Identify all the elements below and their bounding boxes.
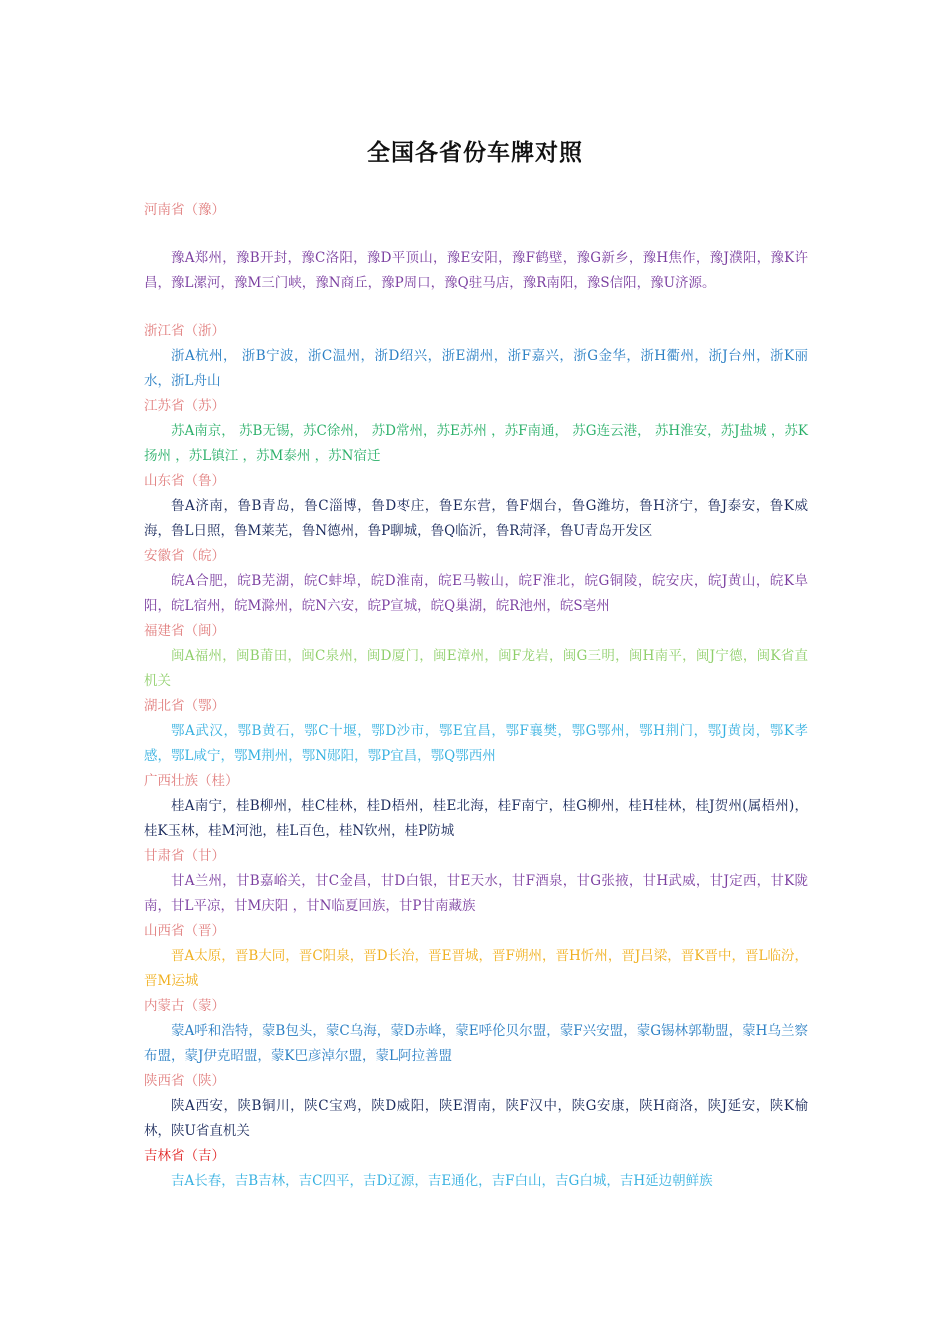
plate-list-shaanxi: 陕A西安，陕B铜川，陕C宝鸡，陕D威阳，陕E渭南，陕F汉中，陕G安康，陕H商洛，陕J延安，陕K榆林，陕U省直机关	[144, 1098, 808, 1139]
blank-line	[144, 296, 808, 319]
plate-list-anhui: 皖A合肥，皖B芜湖，皖C蚌埠，皖D淮南，皖E马鞍山，皖F淮北，皖G铜陵，皖安庆，皖J黄山，皖K阜阳，皖L宿州，皖M滁州，皖N六安，皖P宣城，皖Q巢湖，皖R池州，皖S亳州	[144, 573, 808, 614]
province-heading-anhui: 安徽省（皖）	[144, 548, 225, 564]
plate-list-shandong: 鲁A济南，鲁B青岛，鲁C淄博，鲁D枣庄，鲁E东营，鲁F烟台，鲁G潍坊，鲁H济宁，鲁J泰安，鲁K威海，鲁L日照，鲁M莱芜，鲁N德州，鲁P聊城，鲁Q临沂，鲁R菏泽，鲁U青岛开发区	[144, 498, 808, 539]
province-heading-zhejiang: 浙江省（浙）	[144, 323, 225, 339]
province-heading-hubei: 湖北省（鄂）	[144, 698, 225, 714]
plate-list-fujian: 闽A福州，闽B莆田，闽C泉州，闽D厦门，闽E漳州，闽F龙岩，闽G三明，闽H南平，闽J宁德，闽K省直机关	[144, 648, 808, 689]
province-heading-jilin: 吉林省（吉）	[144, 1148, 225, 1164]
blank-line	[144, 223, 808, 246]
province-heading-jiangsu: 江苏省（苏）	[144, 398, 225, 414]
plate-list-gansu: 甘A兰州，甘B嘉峪关，甘C金昌，甘D白银，甘E天水，甘F酒泉，甘G张掖，甘H武威，甘J定西，甘K陇南，甘L平凉，甘M庆阳 ，甘N临夏回族，甘P甘南藏族	[144, 873, 808, 914]
province-heading-gansu: 甘肃省（甘）	[144, 848, 225, 864]
document-body	[144, 198, 808, 1194]
plate-list-neimenggu: 蒙A呼和浩特，蒙B包头，蒙C乌海，蒙D赤峰，蒙E呼伦贝尔盟，蒙F兴安盟，蒙G锡林郭勒盟，蒙H乌兰察布盟，蒙J伊克昭盟，蒙K巴彦淖尔盟，蒙L阿拉善盟	[144, 1023, 808, 1064]
province-heading-henan: 河南省（豫）	[144, 202, 225, 218]
province-heading-neimenggu: 内蒙古（蒙）	[144, 998, 225, 1014]
province-heading-shandong: 山东省（鲁）	[144, 473, 225, 489]
province-heading-shaanxi: 陕西省（陕）	[144, 1073, 225, 1089]
plate-list-hubei: 鄂A武汉，鄂B黄石，鄂C十堰，鄂D沙市，鄂E宜昌，鄂F襄樊，鄂G鄂州，鄂H荆门，鄂J黄岗，鄂K孝感，鄂L咸宁，鄂M荆州，鄂N郧阳，鄂P宜昌，鄂Q鄂西州	[144, 723, 808, 764]
plate-list-jilin: 吉A长春，吉B吉林，吉C四平，吉D辽源，吉E通化，吉F白山，吉G白城，吉H延边朝鲜族	[171, 1173, 713, 1189]
plate-list-zhejiang: 浙A杭州， 浙B宁波，浙C温州，浙D绍兴，浙E湖州，浙F嘉兴，浙G金华，浙H衢州，浙J台州，浙K丽水，浙L舟山	[144, 348, 808, 389]
province-heading-shanxi: 山西省（晋）	[144, 923, 225, 939]
plate-list-guangxi: 桂A南宁，桂B柳州，桂C桂林，桂D梧州，桂E北海，桂F南宁，桂G柳州，桂H桂林，桂J贺州(属梧州)，桂K玉林，桂M河池，桂L百色，桂N钦州，桂P防城	[144, 798, 808, 839]
plate-list-henan: 豫A郑州，豫B开封，豫C洛阳，豫D平顶山，豫E安阳，豫F鹤壁，豫G新乡，豫H焦作，豫J濮阳，豫K许昌，豫L漯河，豫M三门峡，豫N商丘，豫P周口，豫Q驻马店，豫R南阳，豫S信阳，豫U济源。	[144, 250, 808, 291]
plate-list-shanxi: 晋A太原，晋B大同，晋C阳泉，晋D长治，晋E晋城，晋F朔州，晋H忻州，晋J吕梁，晋K晋中，晋L临汾，晋M运城	[144, 948, 808, 989]
document-title: 全国各省份车牌对照	[367, 139, 583, 166]
plate-list-jiangsu: 苏A南京， 苏B无锡，苏C徐州， 苏D常州，苏E苏州 ，苏F南通， 苏G连云港， 苏H淮安，苏J盐城 ，苏K扬州 ，苏L镇江 ，苏M泰州 ，苏N宿迁	[144, 423, 808, 464]
province-heading-fujian: 福建省（闽）	[144, 623, 225, 639]
province-heading-guangxi: 广西壮族（桂）	[144, 773, 239, 789]
